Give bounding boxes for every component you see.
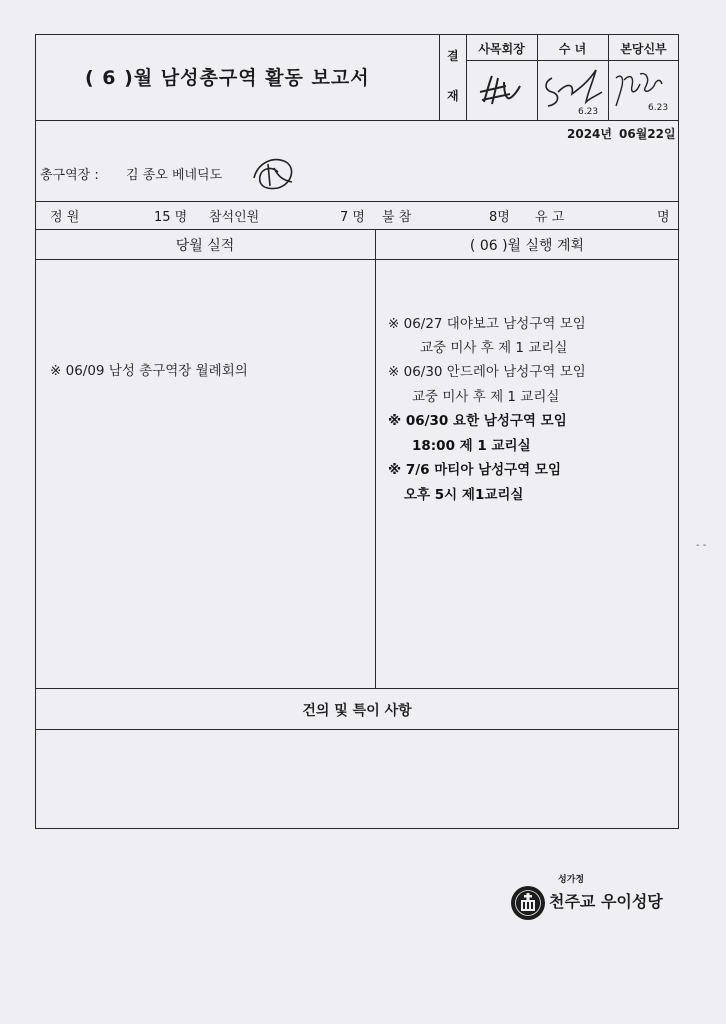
plan-item-line1: ※ 06/30 안드레아 남성구역 모임 bbox=[388, 364, 586, 380]
excused-value: 명 bbox=[657, 210, 670, 225]
results-title: 당월 실적 bbox=[175, 238, 235, 254]
church-seal-icon bbox=[510, 885, 546, 921]
signature-pastor bbox=[610, 64, 678, 116]
church-subtitle: 성가정 bbox=[558, 875, 585, 885]
fixed-value: 15 명 bbox=[154, 210, 188, 225]
plan-item-line2: 18:00 제 1 교리실 bbox=[412, 438, 531, 454]
leader-name: 김 종오 베네딕도 bbox=[126, 168, 223, 183]
approver-pastoral-council: 사목회장 bbox=[478, 42, 525, 56]
signature-date: 6.23 bbox=[578, 107, 599, 116]
report-year: 2024년 bbox=[567, 127, 612, 141]
attendance-top-line bbox=[35, 201, 679, 202]
plan-item-line1: ※ 06/27 대야보고 남성구역 모임 bbox=[388, 316, 586, 332]
header-divider bbox=[35, 120, 679, 121]
approver-pastor: 본당신부 bbox=[620, 42, 667, 56]
plan-item-line1: ※ 06/30 요한 남성구역 모임 bbox=[388, 413, 567, 429]
plan-item-line2: 교중 미사 후 제 1 교리실 bbox=[420, 340, 568, 356]
excused-label: 유 고 bbox=[535, 210, 565, 225]
approval-divider bbox=[466, 60, 679, 61]
approval-label-bottom: 재 bbox=[447, 89, 459, 103]
approver-sister: 수 녀 bbox=[558, 42, 587, 56]
signature-sister bbox=[538, 62, 608, 116]
attendance-bottom-line bbox=[35, 229, 679, 230]
church-name: 천주교 우이성당 bbox=[549, 892, 663, 911]
section-header-line bbox=[35, 259, 679, 260]
report-date: 06월22일 bbox=[619, 127, 676, 141]
plan-item-line2: 오후 5시 제1교리실 bbox=[404, 487, 524, 503]
fixed-label: 정 원 bbox=[50, 210, 80, 225]
signature-date: 6.23 bbox=[648, 103, 669, 113]
approval-label-top: 결 bbox=[447, 49, 459, 63]
present-value: 7 명 bbox=[340, 210, 365, 225]
notes-title: 건의 및 특이 사항 bbox=[302, 703, 412, 719]
present-label: 참석인원 bbox=[209, 210, 260, 225]
leader-label: 총구역장 : bbox=[40, 168, 99, 183]
plan-item-line2: 교중 미사 후 제 1 교리실 bbox=[412, 389, 560, 405]
signature-council bbox=[470, 64, 534, 116]
leader-signature bbox=[248, 150, 300, 194]
column-divider bbox=[375, 229, 376, 688]
plan-item-line1: ※ 7/6 마티아 남성구역 모임 bbox=[388, 462, 562, 478]
notes-top-line bbox=[35, 688, 679, 689]
absent-label: 불 참 bbox=[382, 210, 412, 225]
notes-header-line bbox=[35, 729, 679, 730]
result-item: ※ 06/09 남성 총구역장 월례회의 bbox=[50, 363, 248, 379]
report-title: ( 6 )월 남성총구역 활동 보고서 bbox=[85, 67, 370, 89]
approval-divider bbox=[439, 34, 440, 120]
plan-title: ( 06 )월 실행 계획 bbox=[469, 238, 585, 254]
margin-mark: - - bbox=[696, 540, 707, 551]
absent-value: 8명 bbox=[489, 210, 510, 225]
